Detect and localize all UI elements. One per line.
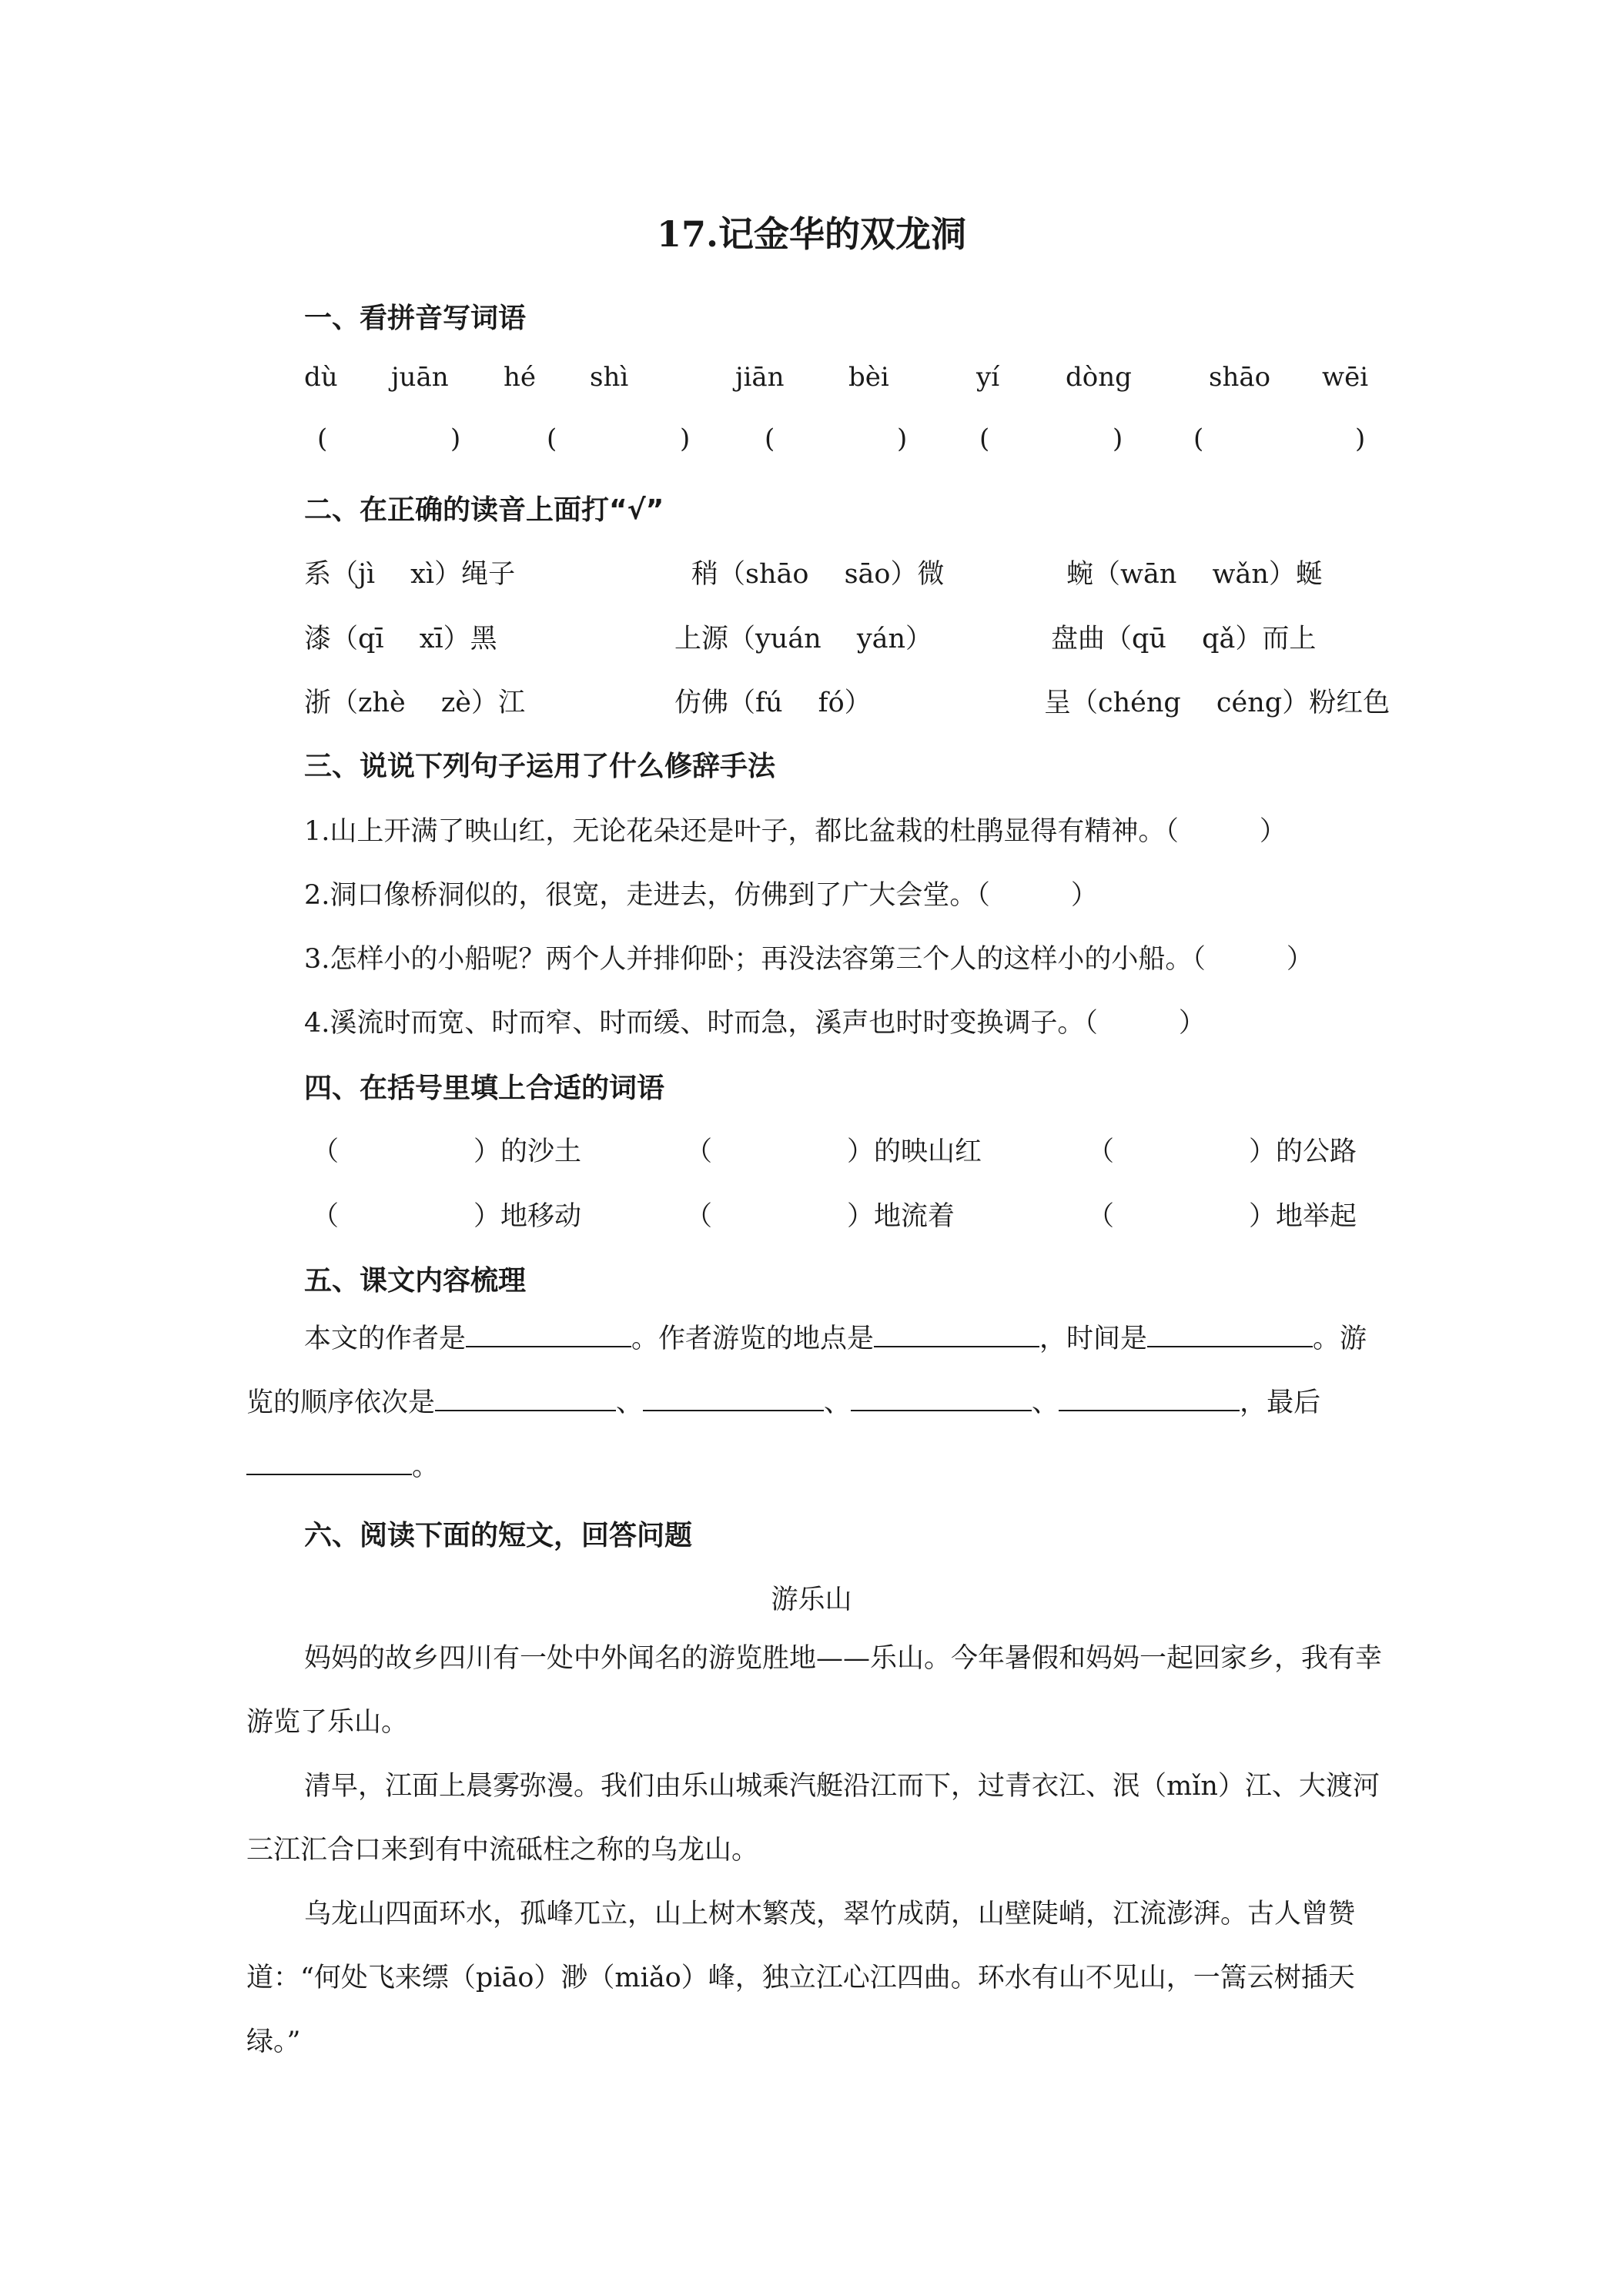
pinyin-5: jiān <box>735 362 785 393</box>
content-summary-paragraph <box>246 1307 1382 1499</box>
pinyin-4: shì <box>590 362 629 393</box>
section-1-heading: 一、看拼音写词语 <box>304 303 527 334</box>
paren-close-1: ) <box>450 423 461 454</box>
pronunciation-item: 稍（shāo sāo）微 <box>691 559 945 590</box>
section-5-heading: 五、课文内容梳理 <box>304 1265 527 1297</box>
pinyin-7: yí <box>976 362 1000 393</box>
section-6-heading: 六、阅读下面的短文，回答问题 <box>304 1520 693 1551</box>
summary-text: ，最后 <box>1240 1387 1321 1418</box>
summary-text: ，时间是 <box>1039 1324 1148 1354</box>
rhetoric-question-2: 2.洞口像桥洞似的，很宽，走进去，仿佛到了广大会堂。（ ） <box>304 880 1098 911</box>
pronunciation-item: 漆（qī xī）黑 <box>304 624 497 654</box>
summary-text: 。游览的顺序依次是 <box>246 1324 1367 1418</box>
summary-separator: 、 <box>824 1387 852 1418</box>
section-3-heading: 三、说说下列句子运用了什么修辞手法 <box>304 751 776 782</box>
author-blank[interactable] <box>466 1320 631 1347</box>
pinyin-10: wēi <box>1322 362 1369 393</box>
paren-open-4: ( <box>979 423 990 454</box>
fill-word-item: （ ）的映山红 <box>685 1136 982 1167</box>
passage-title: 游乐山 <box>771 1585 852 1615</box>
passage-paragraph-3: 乌龙山四面环水，孤峰兀立，山上树木繁茂，翠竹成荫，山壁陡峭，江流澎湃。古人曾赞道：“何处飞来缥（piāo）渺（miǎo）峰，独立江心江四曲。环水有山不见山，一篙云树插天绿。” <box>246 1899 1356 2057</box>
pronunciation-item: 盘曲（qū qǎ）而上 <box>1051 624 1317 654</box>
section-4-heading: 四、在括号里填上合适的词语 <box>304 1073 665 1104</box>
summary-text: 。作者游览的地点是 <box>631 1324 875 1354</box>
order-blank-3[interactable] <box>851 1384 1032 1411</box>
pronunciation-item: 呈（chéng céng）粉红色 <box>1044 688 1390 718</box>
paren-open-3: ( <box>765 423 775 454</box>
rhetoric-question-4: 4.溪流时而宽、时而窄、时而缓、时而急，溪声也时时变换调子。（ ） <box>304 1008 1206 1039</box>
pronunciation-item: 蜿（wān wǎn）蜒 <box>1066 559 1323 590</box>
paren-close-4: ) <box>1113 423 1123 454</box>
paren-open-2: ( <box>547 423 557 454</box>
section-2-heading: 二、在正确的读音上面打“√” <box>304 494 664 526</box>
rhetoric-question-3: 3.怎样小的小船呢？两个人并排仰卧；再没法容第三个人的这样小的小船。（ ） <box>304 944 1313 975</box>
pinyin-8: dòng <box>1066 362 1132 393</box>
order-blank-2[interactable] <box>643 1384 824 1411</box>
order-blank-4[interactable] <box>1059 1384 1240 1411</box>
order-blank-1[interactable] <box>435 1384 616 1411</box>
summary-separator: 、 <box>1032 1387 1059 1418</box>
order-blank-last[interactable] <box>246 1448 412 1475</box>
time-blank[interactable] <box>1147 1320 1313 1347</box>
pinyin-3: hé <box>504 362 537 393</box>
fill-word-item: （ ）地流着 <box>685 1201 955 1232</box>
summary-text: 本文的作者是 <box>304 1324 467 1354</box>
pronunciation-item: 仿佛（fú fó） <box>674 688 872 718</box>
paren-close-3: ) <box>897 423 908 454</box>
summary-text: 。 <box>412 1451 440 1482</box>
fill-word-item: （ ）地举起 <box>1087 1201 1357 1232</box>
pinyin-6: bèi <box>848 362 889 393</box>
page-title: 17.记金华的双龙洞 <box>656 213 967 255</box>
fill-word-item: （ ）的沙土 <box>312 1136 582 1167</box>
pronunciation-item: 浙（zhè zè）江 <box>304 688 525 718</box>
paren-open-1: ( <box>317 423 328 454</box>
fill-word-item: （ ）地移动 <box>312 1201 582 1232</box>
summary-separator: 、 <box>616 1387 644 1418</box>
passage-paragraph-2: 清早，江面上晨雾弥漫。我们由乐山城乘汽艇沿江而下，过青衣江、泯（mǐn）江、大渡河三江汇合口来到有中流砥柱之称的乌龙山。 <box>246 1771 1380 1866</box>
pinyin-9: shāo <box>1209 362 1271 393</box>
paren-close-5: ) <box>1355 423 1366 454</box>
passage-paragraph-1: 妈妈的故乡四川有一处中外闻名的游览胜地——乐山。今年暑假和妈妈一起回家乡，我有幸游览了乐山。 <box>246 1643 1383 1738</box>
fill-word-item: （ ）的公路 <box>1087 1136 1357 1167</box>
pinyin-2: juān <box>391 362 449 393</box>
location-blank[interactable] <box>874 1320 1039 1347</box>
paren-close-2: ) <box>680 423 691 454</box>
pinyin-1: dù <box>304 362 338 393</box>
pronunciation-item: 上源（yuán yán） <box>674 624 933 654</box>
paren-open-5: ( <box>1193 423 1204 454</box>
rhetoric-question-1: 1.山上开满了映山红，无论花朵还是叶子，都比盆栽的杜鹃显得有精神。（ ） <box>304 816 1287 847</box>
pronunciation-item: 系（jì xì）绳子 <box>304 559 516 590</box>
